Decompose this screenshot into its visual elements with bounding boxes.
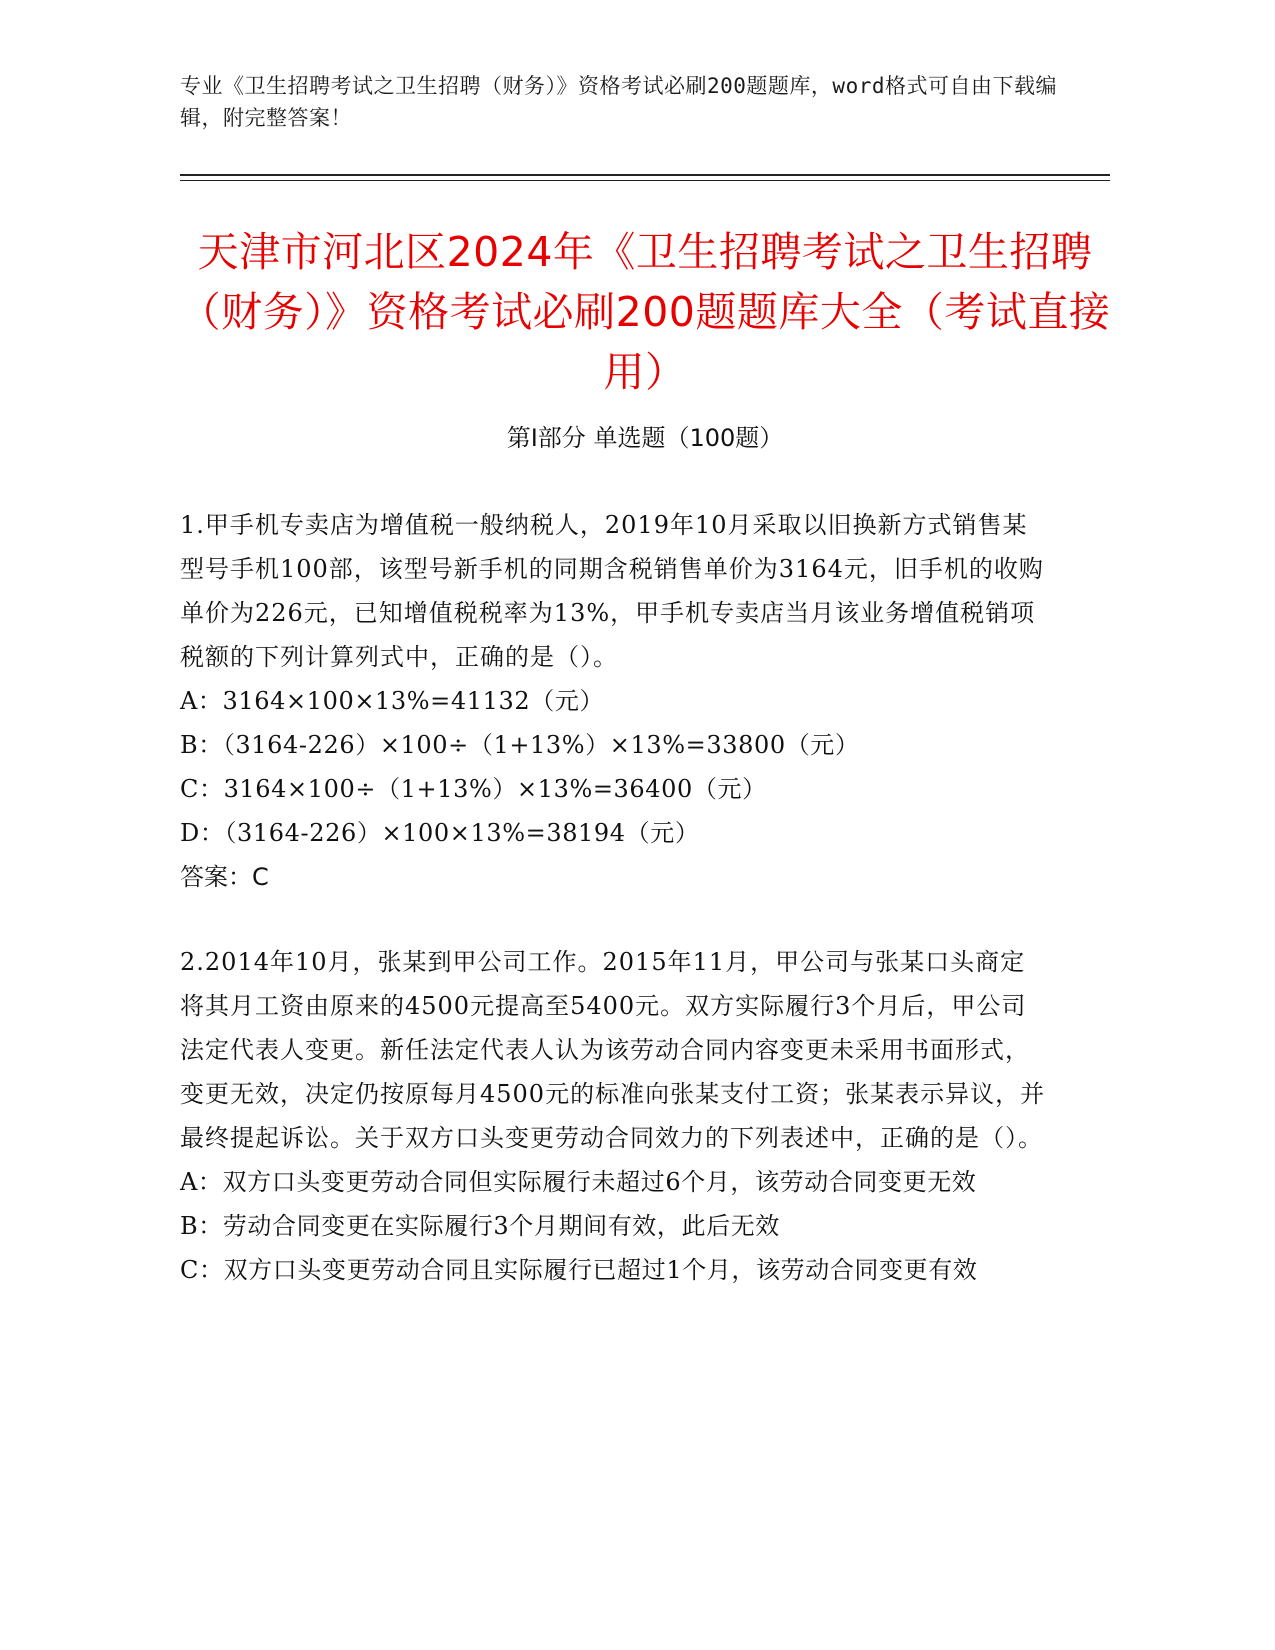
question-stem: 2.2014年10月，张某到甲公司工作。2015年11月，甲公司与张某口头商定将其月工资由原来的4500元提高至5400元。双方实际履行3个月后，甲公司法定代表人变更。新任法定代表人认为该劳动合同内容变更未采用书面形式，变更无效，决定仍按原每月4500元的标准向张某支付工资；张某表示异议，并最终提起诉讼。关于双方口头变更劳动合同效力的下列表述中，正确的是（）。 <box>180 948 1046 1152</box>
option-b: B：劳动合同变更在实际履行3个月期间有效，此后无效 <box>180 1212 780 1240</box>
document-title: 天津市河北区2024年《卫生招聘考试之卫生招聘（财务）》资格考试必刷200题题库大全（考试直接用） <box>179 228 1111 396</box>
option-b: B：（3164-226）×100÷（1+13%）×13%=33800（元） <box>180 731 860 759</box>
answer-line: 答案：C <box>180 863 269 891</box>
question-1 <box>180 503 1050 899</box>
question-stem: 1.甲手机专卖店为增值税一般纳税人，2019年10月采取以旧换新方式销售某型号手机100部，该型号新手机的同期含税销售单价为3164元，旧手机的收购单价为226元，已知增值税税率为13%，甲手机专卖店当月该业务增值税销项税额的下列计算列式中，正确的是（）。 <box>180 511 1044 671</box>
question-2 <box>180 940 1050 1292</box>
option-c: C：双方口头变更劳动合同且实际履行已超过1个月，该劳动合同变更有效 <box>180 1256 978 1284</box>
header-divider-thick <box>180 174 1110 176</box>
option-a: A：双方口头变更劳动合同但实际履行未超过6个月，该劳动合同变更无效 <box>180 1168 977 1196</box>
option-a: A：3164×100×13%=41132（元） <box>180 687 605 715</box>
option-d: D：（3164-226）×100×13%=38194（元） <box>180 819 700 847</box>
header-divider-thin <box>180 180 1110 181</box>
option-c: C：3164×100÷（1+13%）×13%=36400（元） <box>180 775 767 803</box>
section-heading: 第I部分 单选题（100题） <box>506 424 784 452</box>
header-note: 专业《卫生招聘考试之卫生招聘（财务）》资格考试必刷200题题库，word格式可自由下载编辑，附完整答案！ <box>180 74 1057 130</box>
